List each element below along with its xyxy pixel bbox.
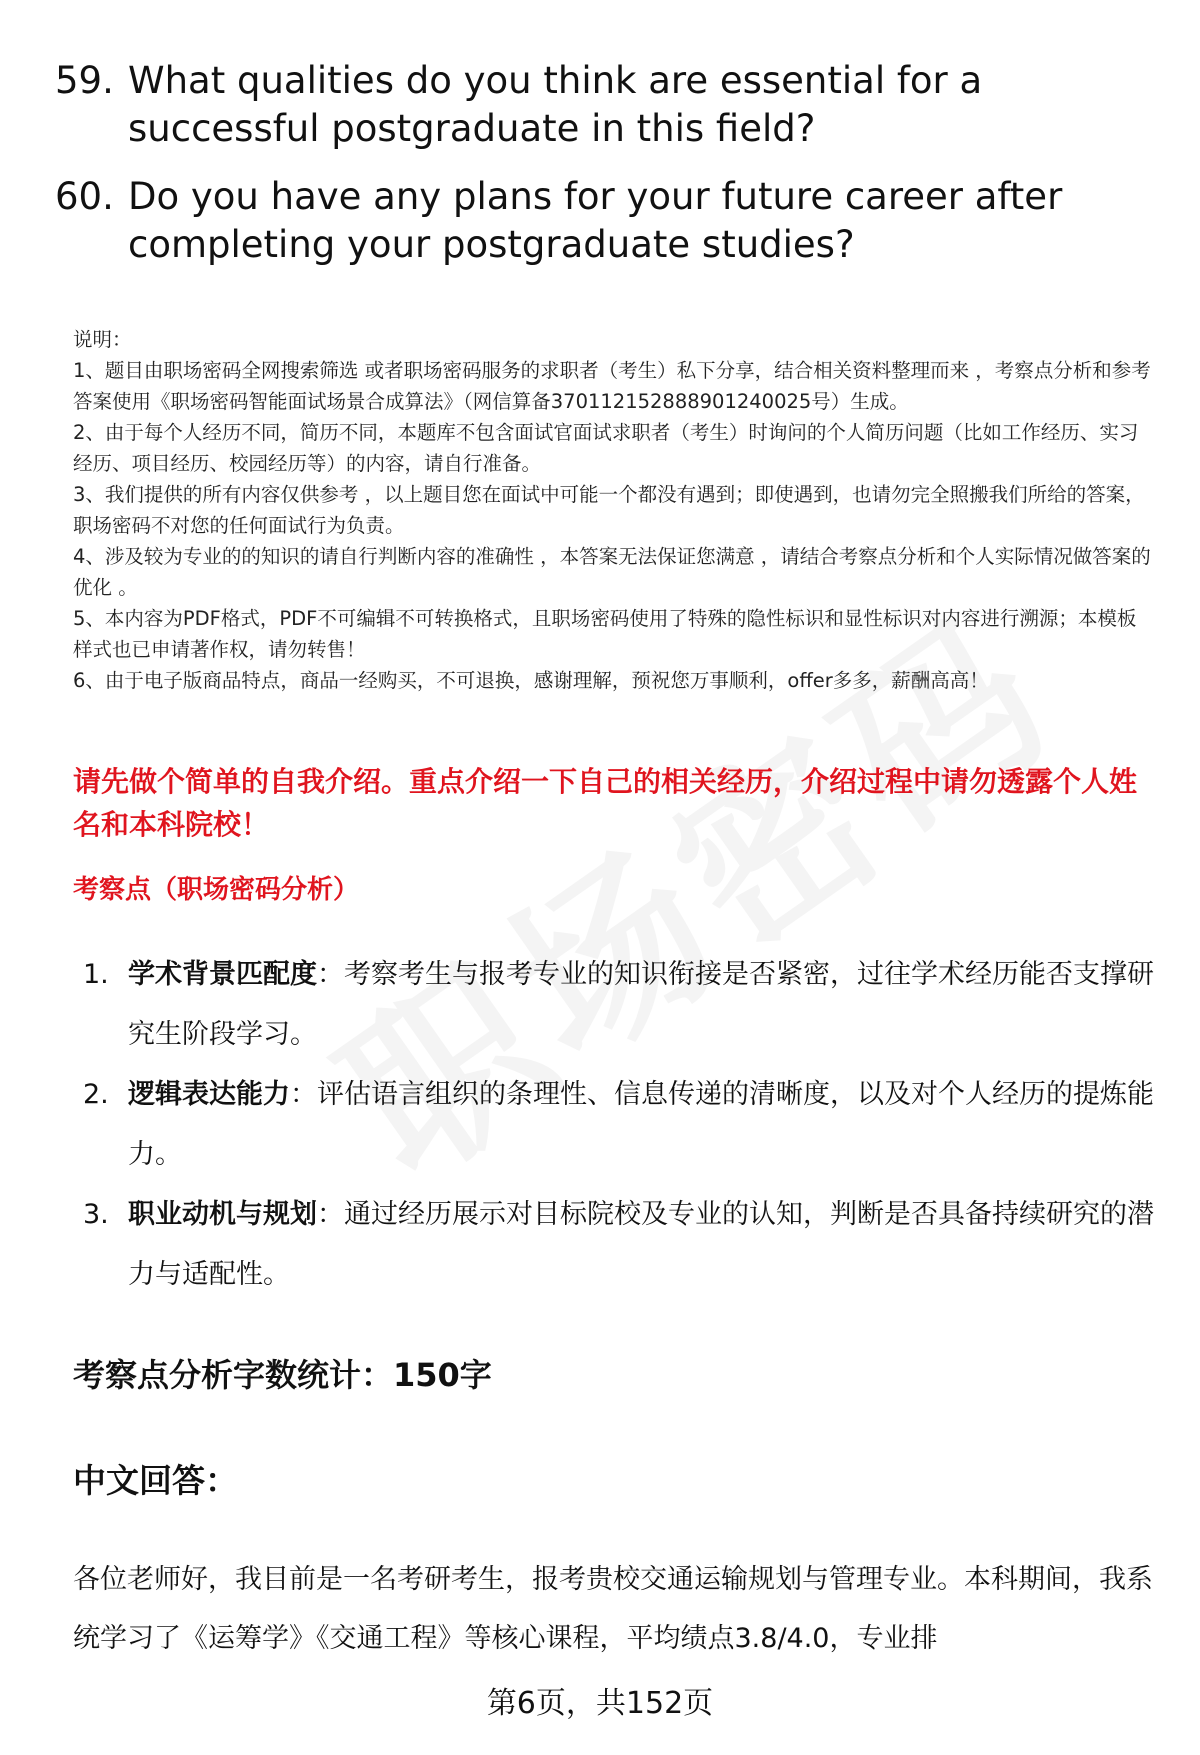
note-item: 5、本内容为PDF格式，PDF不可编辑不可转换格式，且职场密码使用了特殊的隐性标识和显性标识对内容进行溯源；本模板样式也已申请著作权，请勿转售！ bbox=[73, 607, 1137, 661]
question-text: Do you have any plans for your future career after completing your postgraduate studies? bbox=[128, 175, 1063, 266]
chinese-answer-title: 中文回答： bbox=[73, 1461, 238, 1500]
point-text: ：考察考生与报考专业的知识衔接是否紧密，过往学术经历能否支撑研究生阶段学习。 bbox=[128, 959, 1154, 1050]
page-footer: 第6页，共152页 bbox=[486, 1686, 714, 1721]
point-text: ：评估语言组织的条理性、信息传递的清晰度，以及对个人经历的提炼能力。 bbox=[128, 1079, 1154, 1170]
point-title: 逻辑表达能力 bbox=[128, 1079, 290, 1110]
note-item: 6、由于电子版商品特点，商品一经购买，不可退换，感谢理解，预祝您万事顺利，offer多多，薪酬高高！ bbox=[73, 669, 989, 692]
question-number: 59. bbox=[55, 59, 114, 102]
english-question-60 bbox=[55, 173, 1155, 269]
point-number: 2. bbox=[83, 1079, 109, 1110]
question-text: What qualities do you think are essential for a successful postgraduate in this field? bbox=[128, 59, 983, 150]
note-item: 3、我们提供的所有内容仅供参考 ，以上题目您在面试中可能一个都没有遇到；即使遇到，也请勿完全照搬我们所给的答案，职场密码不对您的任何面试行为负责。 bbox=[73, 483, 1145, 537]
point-number: 3. bbox=[83, 1199, 109, 1230]
word-count: 考察点分析字数统计：150字 bbox=[73, 1356, 492, 1394]
question-number: 60. bbox=[55, 175, 114, 218]
notes-title: 说明： bbox=[73, 328, 132, 351]
analysis-point bbox=[83, 1065, 1158, 1185]
analysis-title: 考察点（职场密码分析） bbox=[73, 875, 360, 905]
english-question-59 bbox=[55, 57, 1155, 153]
analysis-point bbox=[83, 1185, 1158, 1305]
point-title: 职业动机与规划 bbox=[128, 1199, 317, 1230]
point-text: ：通过经历展示对目标院校及专业的认知，判断是否具备持续研究的潜力与适配性。 bbox=[128, 1199, 1154, 1290]
analysis-points bbox=[83, 945, 1158, 1305]
answer-text: 各位老师好，我目前是一名考研考生，报考贵校交通运输规划与管理专业。本科期间，我系统学习了《运筹学》《交通工程》等核心课程，平均绩点3.8/4.0，专业排 bbox=[73, 1564, 1153, 1654]
note-item: 2、由于每个人经历不同，简历不同，本题库不包含面试官面试求职者（考生）时询问的个人简历问题（比如工作经历、实习经历、项目经历、校园经历等）的内容，请自行准备。 bbox=[73, 421, 1139, 475]
interview-question: 请先做个简单的自我介绍。重点介绍一下自己的相关经历，介绍过程中请勿透露个人姓名和本科院校！ bbox=[73, 765, 1138, 841]
note-item: 1、题目由职场密码全网搜索筛选 或者职场密码服务的求职者（考生）私下分享，结合相关资料整理而来 ，考察点分析和参考答案使用《职场密码智能面试场景合成算法》（网信算备370112152888901240025号）生成。 bbox=[73, 359, 1151, 413]
note-item: 4、涉及较为专业的的知识的请自行判断内容的准确性 ，本答案无法保证您满意 ，请结合考察点分析和个人实际情况做答案的优化 。 bbox=[73, 545, 1151, 599]
point-title: 学术背景匹配度 bbox=[128, 959, 317, 990]
point-number: 1. bbox=[83, 959, 109, 990]
analysis-point bbox=[83, 945, 1158, 1065]
notes-section bbox=[73, 324, 1153, 696]
